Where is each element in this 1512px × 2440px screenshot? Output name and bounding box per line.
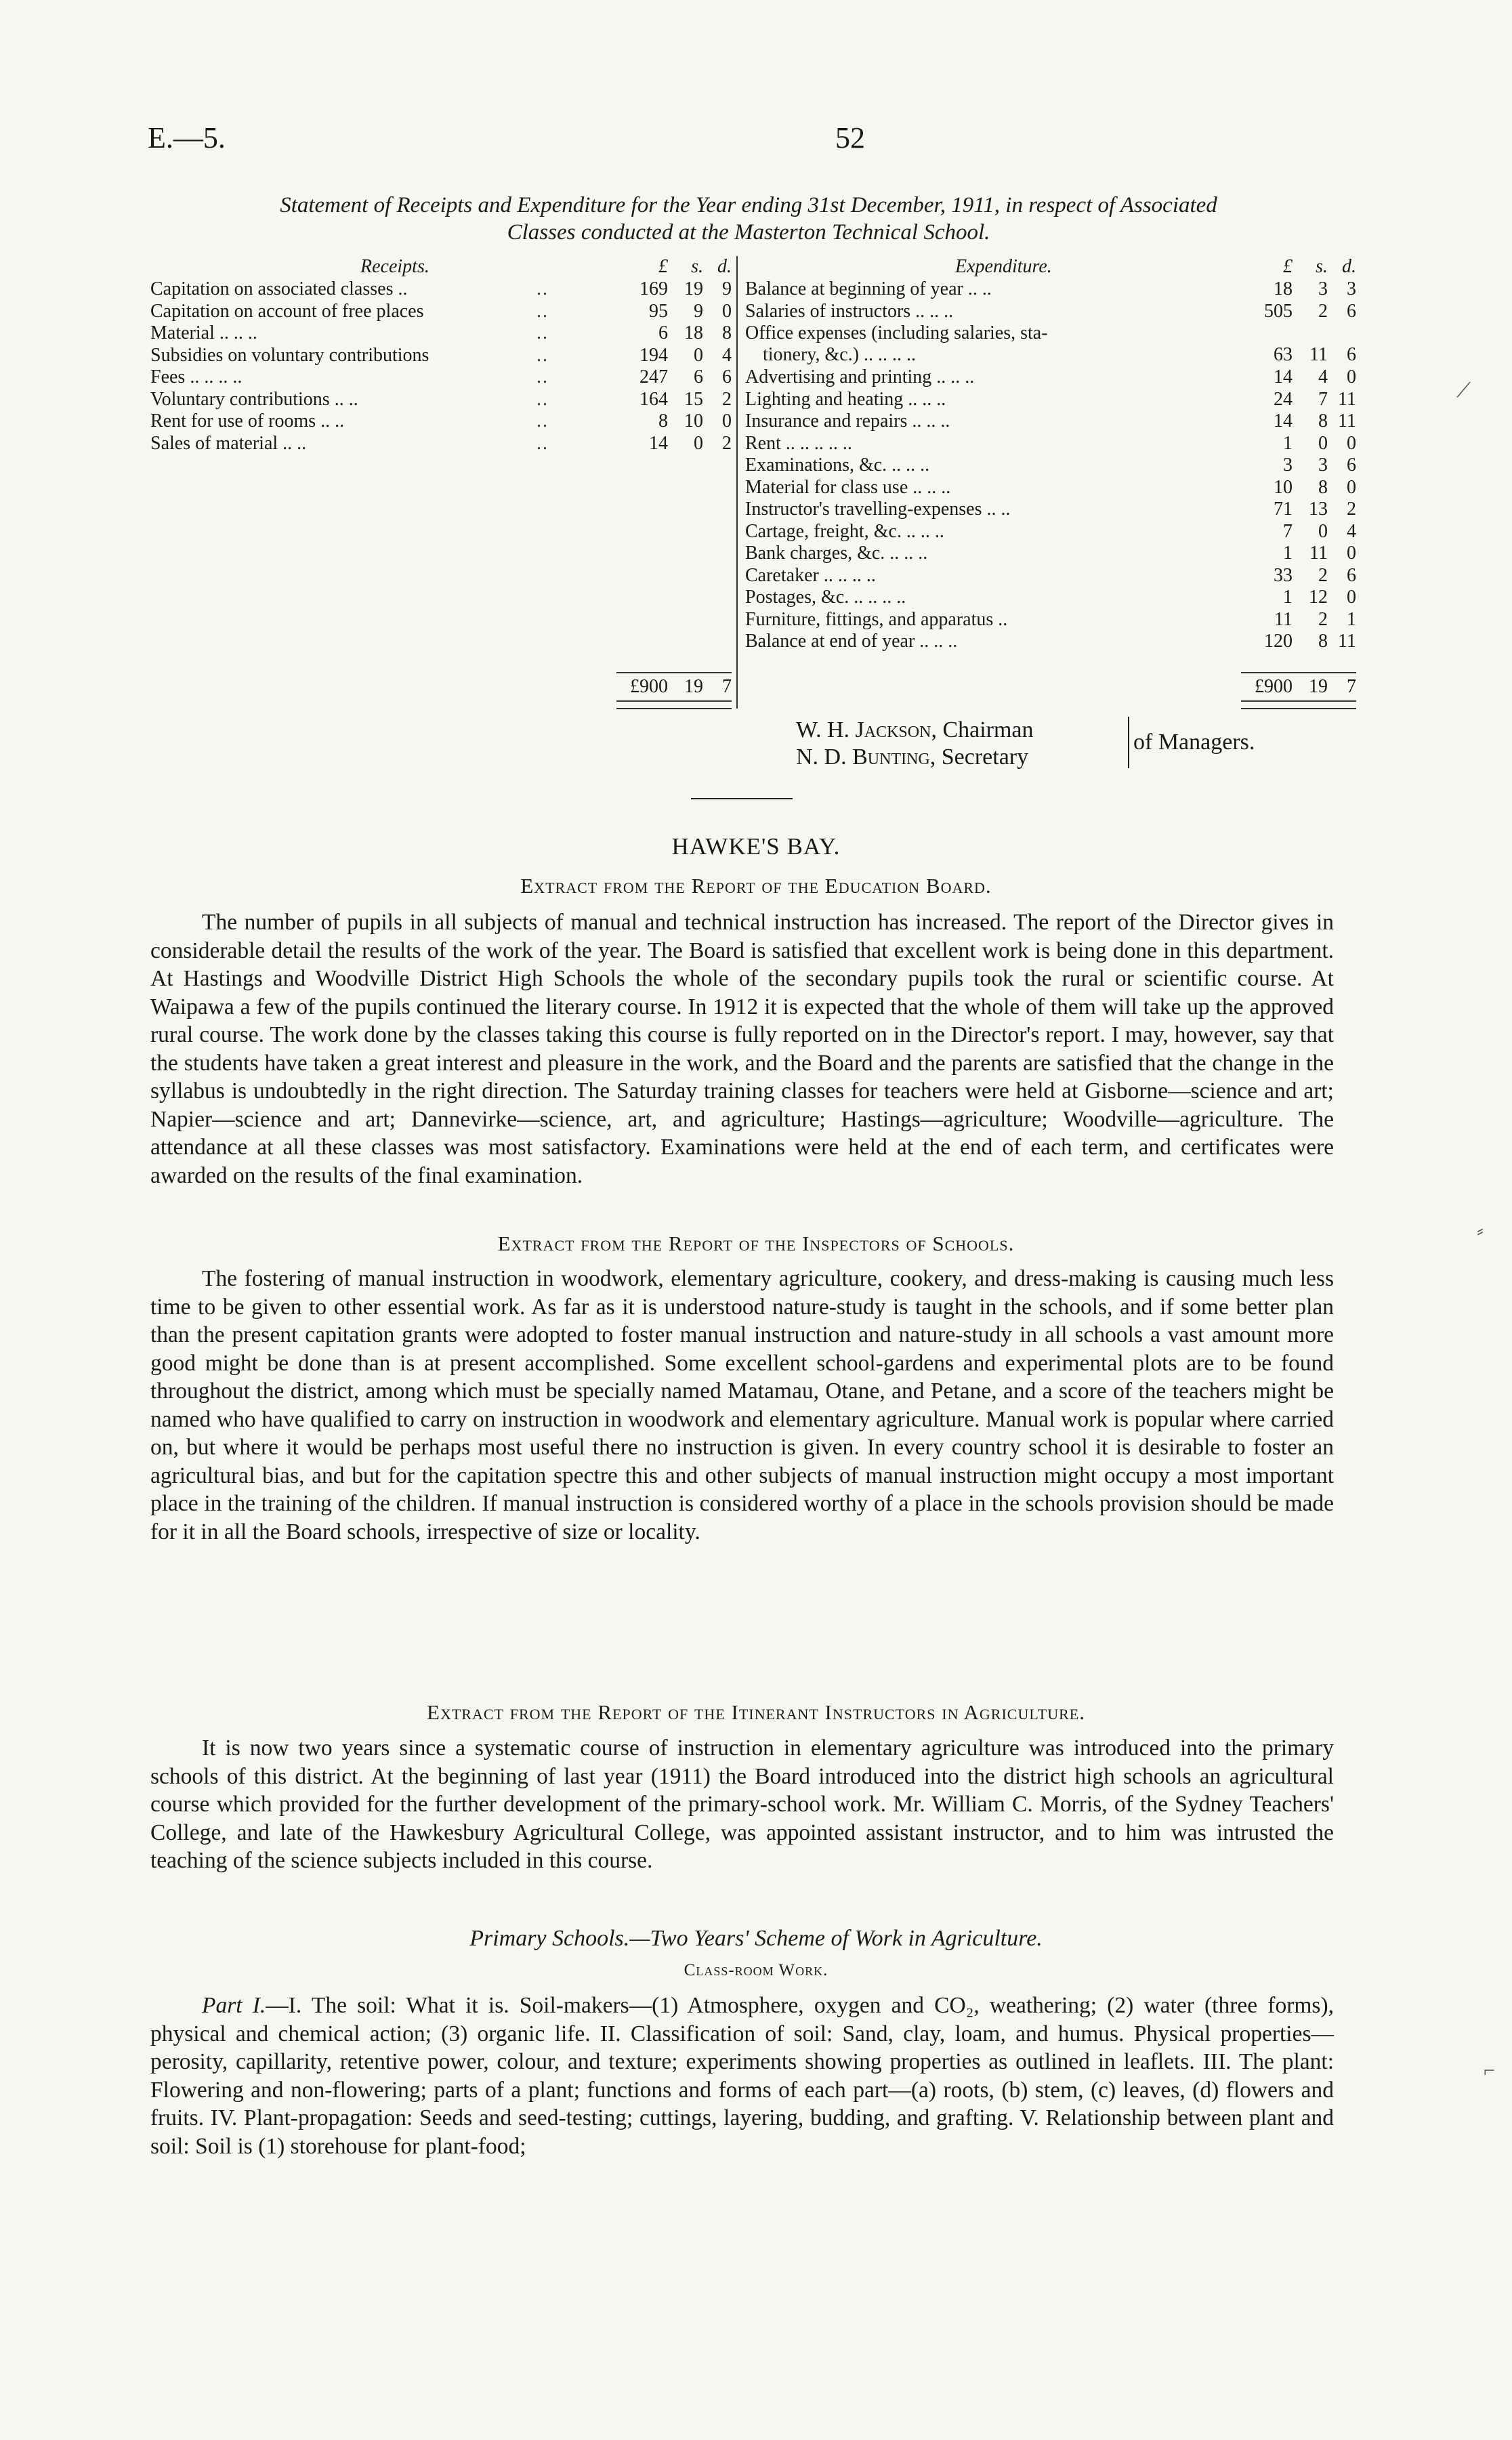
expenditure-row-pence: 0 <box>1347 476 1356 498</box>
receipts-total-pence: 7 <box>722 676 732 697</box>
expenditure-total-pounds: £900 <box>1255 676 1293 697</box>
expenditure-total <box>1241 672 1356 696</box>
receipts-row-leader: .. <box>537 388 549 410</box>
itinerant-report-text: It is now two years since a systematic course of instruction in elementary agriculture was introduced into the primary schools of this district. At the beginning of last year (1911) the Board introduced into the district high schools an agricultural course which provided for the further development of the primary-school work. Mr. William C. Morris, of the Sydney Teachers' College, and late of the Hawkesbury Agricultural College, was appointed assistant instructor, and to him was intrusted the teaching of the science subjects included in this course. <box>150 1736 1334 1873</box>
receipts-row-pence: 8 <box>722 322 732 343</box>
receipts-row-shillings: 15 <box>684 388 703 410</box>
expenditure-row <box>745 609 1356 631</box>
statement-title <box>135 192 1362 246</box>
receipts-row-pence: 2 <box>722 388 732 410</box>
receipts-row-label: Subsidies on voluntary contributions <box>150 344 429 366</box>
expenditure-row-label: Office expenses (including salaries, sta- <box>745 322 1048 343</box>
expenditure-double-rule <box>1241 700 1356 709</box>
receipts-row-pence: 4 <box>722 344 732 366</box>
expenditure-row-pence: 6 <box>1347 455 1356 476</box>
expenditure-row <box>745 587 1356 609</box>
expenditure-row-label: Cartage, freight, &c. .. .. .. <box>745 520 944 542</box>
expenditure-row-pounds: 505 <box>1264 300 1293 322</box>
chairman-name: W. H. Jackson <box>796 717 931 742</box>
expenditure-row-label: Balance at end of year .. .. .. <box>745 631 958 652</box>
expenditure-row <box>745 499 1356 521</box>
itinerant-report-heading: Extract from the Report of the Itinerant Instructors in Agriculture. <box>427 1700 1085 1724</box>
expenditure-row-label: Balance at beginning of year .. .. <box>745 278 992 299</box>
expenditure-row-label: Rent .. .. .. .. .. <box>745 432 852 454</box>
pence-header: d. <box>717 256 732 277</box>
expenditure-row-shillings: 2 <box>1318 564 1328 586</box>
expenditure-column <box>745 256 1356 653</box>
expenditure-row <box>745 433 1356 455</box>
expenditure-row-pounds: 10 <box>1274 476 1293 498</box>
expenditure-row-shillings: 4 <box>1318 366 1328 387</box>
expenditure-row-pounds: 71 <box>1274 499 1293 520</box>
expenditure-row <box>745 565 1356 587</box>
expenditure-row-pounds: 14 <box>1274 366 1293 387</box>
chairman-line <box>796 717 1034 744</box>
expenditure-row-shillings: 0 <box>1318 520 1328 542</box>
receipts-row-pounds: 6 <box>658 322 668 343</box>
expenditure-row-pounds: 14 <box>1274 411 1293 432</box>
receipts-row <box>150 433 732 455</box>
receipts-row-pounds: 164 <box>639 388 668 410</box>
secretary-name: N. D. Bunting <box>796 744 930 770</box>
expenditure-row-pence: 6 <box>1347 300 1356 322</box>
expenditure-total-shillings: 19 <box>1309 676 1328 697</box>
receipts-row-leader: .. <box>537 411 549 432</box>
receipts-row-shillings: 19 <box>684 278 703 299</box>
expenditure-row-pence: 6 <box>1347 564 1356 586</box>
expenditure-row-shillings: 11 <box>1309 543 1328 564</box>
receipts-row-pounds: 8 <box>658 411 668 432</box>
receipts-row-pence: 2 <box>722 432 732 454</box>
part-one-body: —I. The soil: What it is. Soil-makers—(1) Atmosphere, oxygen and CO₂, weathering; (2) water (three forms), physical and chemical action; (3) organic life. II. Classification of soil: Sand, clay, loam, and humus. Physical properties—perosity, capillarity, retentive power, colour, and texture; experiments showing properties as outlined in leaflets. III. The plant: Flowering and non-flowering; parts of a plant; functions and forms of each part—(a) roots, (b) stem, (c) leaves, (d) flowers and fruits. IV. Plant-propagation: Seeds and seed-testing; cuttings, layering, budding, and grafting. V. Relationship between plant and soil: Soil is (1) storehouse for plant-food; <box>150 1993 1334 2159</box>
expenditure-row-pence: 2 <box>1347 499 1356 520</box>
expenditure-total-pence: 7 <box>1347 676 1356 697</box>
report-reference: E.—5. <box>148 121 226 154</box>
expenditure-row <box>745 543 1356 565</box>
receipts-row-leader: .. <box>537 322 549 343</box>
expenditure-row-pounds: 3 <box>1283 455 1293 476</box>
secretary-role: , Secretary <box>929 744 1029 770</box>
secretary-line <box>796 744 1034 771</box>
expenditure-row-pounds: 24 <box>1274 388 1293 410</box>
expenditure-row-label: Lighting and heating .. .. .. <box>745 388 946 410</box>
part-one-text <box>150 1992 1334 2160</box>
expenditure-row-pounds: 7 <box>1283 520 1293 542</box>
receipts-row <box>150 366 732 389</box>
expenditure-header <box>745 256 1356 278</box>
margin-mark: ⌐ <box>1484 2059 1495 2082</box>
column-divider <box>736 256 738 709</box>
board-report-text: The number of pupils in all subjects of manual and technical instruction has increased. The report of the Director gives in considerable detail the results of the work of the year. The Board is satisfied that excellent work is being done in this department. At Hastings and Woodville District High Schools the whole of the secondary pupils took the rural or scientific course. At Waipawa a few of the pupils continued the literary course. In 1912 it is expected that the whole of them will take up the approved rural course. The work done by the classes taking this course is fully reported on in the Director's report. I may, however, say that the students have taken a great interest and pleasure in the work, and the Board and the parents are satisfied that the change in the syllabus is undoubtedly in the right direction. The Saturday training classes for teachers were held at Gisborne—science and art; Napier—science and art; Dannevirke—science, art, and agriculture; Hastings—agriculture; Woodville—agriculture. The attendance at all these classes was most satisfactory. Examinations were held at the end of each term, and certificates were awarded on the results of the final examination. <box>150 910 1334 1188</box>
receipts-total <box>616 672 732 696</box>
primary-schools-heading: Primary Schools.—Two Years' Scheme of Work in Agriculture. <box>469 1926 1043 1951</box>
expenditure-row-shillings: 8 <box>1318 411 1328 432</box>
expenditure-row-pounds: 120 <box>1264 631 1293 652</box>
expenditure-row-label: Instructor's travelling-expenses .. .. <box>745 499 1011 520</box>
expenditure-row-label: Salaries of instructors .. .. .. <box>745 300 954 322</box>
expenditure-row-shillings: 8 <box>1318 631 1328 652</box>
expenditure-row <box>745 278 1356 301</box>
shillings-header: s. <box>691 256 703 277</box>
expenditure-row-shillings: 13 <box>1309 499 1328 520</box>
section-divider <box>691 798 793 799</box>
receipts-row-leader: .. <box>537 278 549 299</box>
expenditure-row-pence: 0 <box>1347 587 1356 608</box>
receipts-heading: Receipts. <box>360 256 429 277</box>
pounds-header: £ <box>1283 256 1293 277</box>
signature-brace <box>1121 717 1129 768</box>
expenditure-row-shillings: 3 <box>1318 278 1328 299</box>
receipts-header <box>150 256 732 278</box>
page-number: 52 <box>835 121 865 154</box>
expenditure-row-pounds: 1 <box>1283 587 1293 608</box>
expenditure-row-shillings: 0 <box>1318 432 1328 454</box>
expenditure-row-pence: 0 <box>1347 543 1356 564</box>
expenditure-row <box>745 455 1356 477</box>
board-report-heading: Extract from the Report of the Education Board. <box>520 874 992 898</box>
receipts-row-shillings: 0 <box>694 344 703 366</box>
receipts-row-shillings: 9 <box>694 300 703 322</box>
receipts-row-label: Rent for use of rooms .. .. <box>150 411 345 432</box>
expenditure-row-label: Caretaker .. .. .. .. <box>745 564 876 586</box>
receipts-row <box>150 389 732 411</box>
expenditure-row <box>745 477 1356 499</box>
receipts-row-pounds: 194 <box>639 344 668 366</box>
expenditure-row <box>745 631 1356 653</box>
expenditure-row-label: Postages, &c. .. .. .. .. <box>745 587 906 608</box>
receipts-row-shillings: 6 <box>694 366 703 387</box>
expenditure-row-label: Furniture, fittings, and apparatus .. <box>745 608 1008 630</box>
receipts-row-label: Voluntary contributions .. .. <box>150 388 358 410</box>
receipts-row-pounds: 247 <box>639 366 668 387</box>
expenditure-row <box>745 301 1356 323</box>
expenditure-row <box>745 366 1356 389</box>
expenditure-row-shillings: 2 <box>1318 300 1328 322</box>
receipts-row-shillings: 10 <box>684 411 703 432</box>
chairman-role: , Chairman <box>931 717 1034 742</box>
statement-title-line2: Classes conducted at the Masterton Technical School. <box>507 220 990 245</box>
expenditure-row-pounds: 18 <box>1274 278 1293 299</box>
receipts-row-pounds: 169 <box>639 278 668 299</box>
expenditure-row-label: Bank charges, &c. .. .. .. <box>745 543 928 564</box>
expenditure-row-pounds: 1 <box>1283 543 1293 564</box>
receipts-row <box>150 322 732 345</box>
inspectors-report-heading: Extract from the Report of the Inspectors of Schools. <box>497 1232 1015 1255</box>
receipts-row-shillings: 0 <box>694 432 703 454</box>
receipts-row-pence: 6 <box>722 366 732 387</box>
expenditure-row-label: Material for class use .. .. .. <box>745 476 951 498</box>
expenditure-row-pence: 6 <box>1347 344 1356 365</box>
receipts-row-pounds: 95 <box>649 300 668 322</box>
expenditure-row-pence: 11 <box>1338 631 1356 652</box>
expenditure-row-pounds: 11 <box>1274 608 1293 630</box>
signature-block <box>796 717 1255 771</box>
expenditure-row-pence: 0 <box>1347 432 1356 454</box>
expenditure-row-pence: 4 <box>1347 520 1356 542</box>
expenditure-row-shillings: 3 <box>1318 455 1328 476</box>
expenditure-row <box>745 411 1356 433</box>
section-heading-hawkes-bay: HAWKE'S BAY. <box>671 833 841 860</box>
pence-header: d. <box>1342 256 1356 277</box>
expenditure-heading: Expenditure. <box>955 256 1052 277</box>
receipts-row-pence: 9 <box>722 278 732 299</box>
receipts-total-pounds: £900 <box>630 676 668 697</box>
part-one-label: Part I. <box>202 1993 266 2018</box>
receipts-row-label: Sales of material .. .. <box>150 432 307 454</box>
expenditure-row-pence: 11 <box>1338 411 1356 432</box>
receipts-row-leader: .. <box>537 344 549 366</box>
expenditure-row-pence: 0 <box>1347 366 1356 387</box>
expenditure-row-shillings: 2 <box>1318 608 1328 630</box>
expenditure-row-pence: 11 <box>1338 388 1356 410</box>
receipts-row <box>150 278 732 301</box>
of-managers: of Managers. <box>1133 730 1255 755</box>
shillings-header: s. <box>1316 256 1328 277</box>
expenditure-row <box>745 322 1356 366</box>
receipts-row-label: Material .. .. .. <box>150 322 257 343</box>
statement-title-line1: Statement of Receipts and Expenditure for the Year ending 31st December, 1911, in respect of Associated <box>280 193 1217 217</box>
expenditure-row <box>745 389 1356 411</box>
expenditure-row-shillings: 7 <box>1318 388 1328 410</box>
expenditure-row-label: Examinations, &c. .. .. .. <box>745 455 930 476</box>
expenditure-row-shillings: 8 <box>1318 476 1328 498</box>
receipts-row-pence: 0 <box>722 300 732 322</box>
receipts-row-label: Capitation on account of free places <box>150 300 424 322</box>
expenditure-row <box>745 521 1356 543</box>
receipts-total-shillings: 19 <box>684 676 703 697</box>
margin-mark: ⸗ <box>1477 1219 1484 1242</box>
pounds-header: £ <box>658 256 668 277</box>
receipts-row-label: Capitation on associated classes .. <box>150 278 408 299</box>
receipts-row-leader: .. <box>537 366 549 387</box>
expenditure-row-pounds: 33 <box>1274 564 1293 586</box>
inspectors-report-text: The fostering of manual instruction in woodwork, elementary agriculture, cookery, and dress-making is causing much less time to be given to other essential work. As far as it is understood nature-study is taught in the schools, and if some better plan than the present capitation grants were adopted to foster manual instruction and nature-study in all schools a vast amount more good might be done than is at present accomplished. Some excellent school-gardens and experimental plots are to be found throughout the district, among which must be specially named Matamau, Otane, and Petane, and a score of the teachers might be named who have qualified to carry on instruction in woodwork and elementary agriculture. Manual work is popular where carried on, but where it would be perhaps most useful there no instruction is given. In every country school it is desirable to foster an agricultural bias, and but for the capitation spectre this and other subjects of manual instruction might occupy a most important place in the training of the children. If manual instruction is considered worthy of a place in the schools provision should be made for it in all the Board schools, irrespective of size or locality. <box>150 1266 1334 1544</box>
receipts-row-label: Fees .. .. .. .. <box>150 366 243 387</box>
expenditure-row-label-continued: tionery, &c.) .. .. .. .. <box>763 344 917 365</box>
expenditure-row-pounds: 1 <box>1283 432 1293 454</box>
receipts-row-leader: .. <box>537 300 549 322</box>
receipts-row-pounds: 14 <box>649 432 668 454</box>
expenditure-row-shillings: 12 <box>1309 587 1328 608</box>
expenditure-row-pounds: 63 <box>1274 344 1293 365</box>
receipts-row <box>150 345 732 367</box>
receipts-double-rule <box>616 700 732 709</box>
expenditure-row-pence: 1 <box>1347 608 1356 630</box>
receipts-row-shillings: 18 <box>684 322 703 343</box>
expenditure-row-label: Insurance and repairs .. .. .. <box>745 411 950 432</box>
receipts-column <box>150 256 732 455</box>
classroom-work-heading: Class-room Work. <box>684 1961 828 1979</box>
receipts-row <box>150 411 732 433</box>
receipts-row-pence: 0 <box>722 411 732 432</box>
expenditure-row-shillings: 11 <box>1309 344 1328 365</box>
receipts-row <box>150 301 732 323</box>
expenditure-row-label: Advertising and printing .. .. .. <box>745 366 975 387</box>
running-header <box>148 121 1349 161</box>
expenditure-row-pence: 3 <box>1347 278 1356 299</box>
receipts-row-leader: .. <box>537 432 549 454</box>
margin-mark: ⟋ <box>1456 379 1471 402</box>
